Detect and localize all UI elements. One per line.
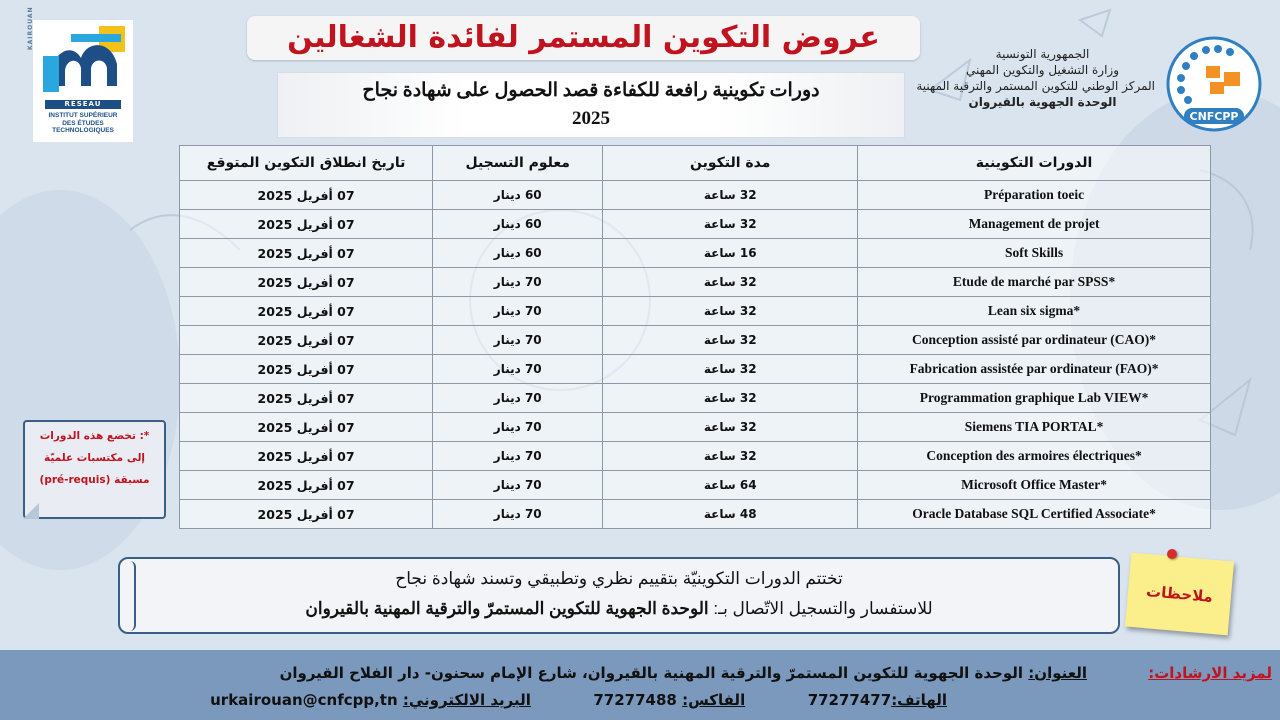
start-date-cell: 07 أفريل 2025 [180,326,433,355]
course-cell: Siemens TIA PORTAL* [858,413,1211,442]
ministry-line2: وزارة التشغيل والتكوين المهني [965,63,1120,77]
start-date-cell: 07 أفريل 2025 [180,239,433,268]
duration-cell: 32 ساعة [603,384,858,413]
table-row [180,355,1211,384]
duration-cell: 64 ساعة [603,471,858,500]
start-date-cell: 07 أفريل 2025 [180,297,433,326]
fee-cell: 70 دينار [433,326,603,355]
courses-table [179,145,1211,529]
fax-label: الفاكس: [682,691,746,709]
fee-cell: 70 دينار [433,471,603,500]
pushpin-icon [1167,549,1177,559]
table-row [180,210,1211,239]
duration-cell: 32 ساعة [603,355,858,384]
email-label: البريد الالكتروني: [402,691,531,709]
duration-cell: 32 ساعة [603,297,858,326]
cnfcpp-logo-text: CNFCPP [1189,110,1239,123]
duration-cell: 32 ساعة [603,326,858,355]
header-fee: معلوم التسجيل [433,146,603,181]
course-cell: Management de projet [858,210,1211,239]
remarks-contact-unit: الوحدة الجهوية للتكوين المستمرّ والترقية المهنية بالقيروان [305,599,709,618]
logo-institute-text: INSTITUT SUPÉRIEUR DES ÉTUDES TECHNOLOGIQUES [48,112,118,134]
phone-label: الهاتف: [891,691,947,709]
email-link[interactable]: urkairouan@cnfcpp,tn [210,691,398,709]
table-row [180,442,1211,471]
ministry-header [916,46,1155,110]
start-date-cell: 07 أفريل 2025 [180,268,433,297]
ministry-line3: المركز الوطني للتكوين المستمر والترقية المهنية [916,79,1155,93]
fee-cell: 60 دينار [433,181,603,210]
subtitle-year: 2025 [572,108,610,129]
fee-cell: 70 دينار [433,355,603,384]
course-cell: Programmation graphique Lab VIEW* [858,384,1211,413]
remarks-contact-prefix: للاستفسار والتسجيل الاتّصال بـ: [713,599,933,618]
page-title: عروض التكوين المستمر لفائدة الشغالين [247,16,920,60]
contact-footer [0,650,1280,720]
table-row [180,471,1211,500]
fee-cell: 70 دينار [433,384,603,413]
table-row [180,181,1211,210]
start-date-cell: 07 أفريل 2025 [180,181,433,210]
table-row [180,239,1211,268]
footer-lead: لمزيد الارشادات: [1148,664,1272,682]
start-date-cell: 07 أفريل 2025 [180,442,433,471]
subtitle-line1: دورات تكوينية رافعة للكفاءة قصد الحصول على شهادة نجاح [362,80,820,101]
course-cell: Etude de marché par SPSS* [858,268,1211,297]
duration-cell: 32 ساعة [603,181,858,210]
ministry-line1: الجمهورية التونسية [995,47,1090,61]
header-start: تاريخ انطلاق التكوين المتوقع [180,146,433,181]
header-duration: مدة التكوين [603,146,858,181]
address-value: الوحدة الجهوية للتكوين المستمرّ والترقية المهنية بالقيروان، شارع الإمام سحنون- دار الفلاح القيروان [279,664,1024,682]
phone-value: 77277477 [807,691,892,709]
start-date-cell: 07 أفريل 2025 [180,384,433,413]
note-line2: إلى مكتسبات علميّة [44,452,145,464]
fee-cell: 70 دينار [433,500,603,529]
remarks-line1: تختتم الدورات التكوينيّة بتقييم نظري وتطبيقي وتسند شهادة نجاح [395,569,843,588]
header-course: الدورات التكوينية [858,146,1211,181]
fee-cell: 60 دينار [433,210,603,239]
subtitle-box [277,72,905,138]
duration-cell: 16 ساعة [603,239,858,268]
table-row [180,413,1211,442]
course-cell: Lean six sigma* [858,297,1211,326]
start-date-cell: 07 أفريل 2025 [180,355,433,384]
prerequisite-note [23,420,166,519]
fee-cell: 60 دينار [433,239,603,268]
remarks-box [118,557,1120,634]
footer-address-row [280,664,1087,682]
logo-vertical-text: KAIROUAN [27,6,34,50]
remarks-line2 [120,599,1118,619]
table-row [180,500,1211,529]
course-cell: Soft Skills [858,239,1211,268]
table-row [180,326,1211,355]
course-cell: Microsoft Office Master* [858,471,1211,500]
cnfcpp-logo [1166,36,1262,132]
table-header-row [180,146,1211,181]
logo-reseau-bar: RÉSEAU [45,100,121,109]
start-date-cell: 07 أفريل 2025 [180,413,433,442]
duration-cell: 32 ساعة [603,268,858,297]
fee-cell: 70 دينار [433,268,603,297]
fee-cell: 70 دينار [433,442,603,471]
start-date-cell: 07 أفريل 2025 [180,471,433,500]
note-fold-corner [23,503,39,519]
course-cell: Préparation toeic [858,181,1211,210]
note-line1: *: تخضع هذه الدورات [39,430,150,442]
note-line3: مسبقة (pré-requis) [39,474,150,486]
fee-cell: 70 دينار [433,413,603,442]
course-cell: Fabrication assistée par ordinateur (FAO)* [858,355,1211,384]
start-date-cell: 07 أفريل 2025 [180,210,433,239]
duration-cell: 32 ساعة [603,210,858,239]
duration-cell: 32 ساعة [603,413,858,442]
fax-value: 77277488 [593,691,677,709]
address-label: العنوان: [1028,664,1087,682]
course-cell: Conception des armoires électriques* [858,442,1211,471]
start-date-cell: 07 أفريل 2025 [180,500,433,529]
fee-cell: 70 دينار [433,297,603,326]
course-cell: Conception assisté par ordinateur (CAO)* [858,326,1211,355]
course-cell: Oracle Database SQL Certified Associate* [858,500,1211,529]
iset-logo [27,6,133,142]
ministry-line4: الوحدة الجهوية بالقيروان [968,95,1117,109]
table-row [180,297,1211,326]
table-row [180,268,1211,297]
footer-contact-row [210,691,947,709]
duration-cell: 32 ساعة [603,442,858,471]
remarks-sticky-note: ملاحظات [1125,553,1234,636]
duration-cell: 48 ساعة [603,500,858,529]
table-row [180,384,1211,413]
